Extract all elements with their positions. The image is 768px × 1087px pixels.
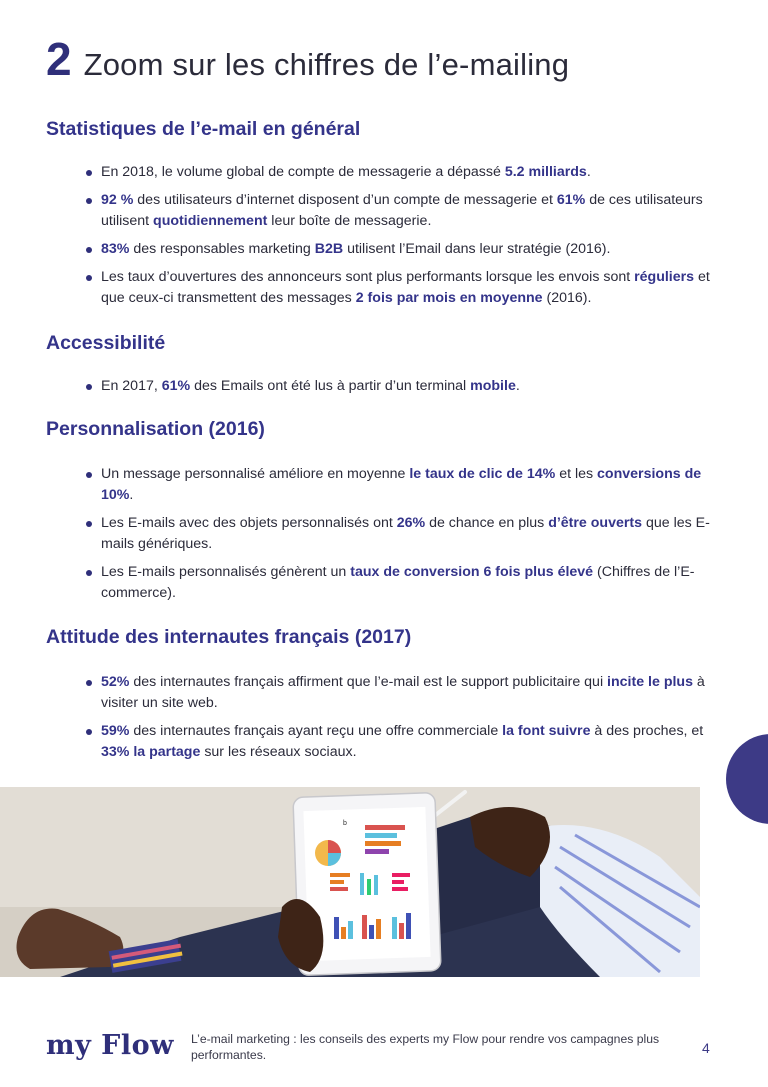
decorative-circle [726, 734, 768, 824]
highlight-text: B2B [314, 241, 344, 257]
page-title [46, 33, 570, 85]
highlight-text: 26% [396, 515, 426, 531]
body-text: que les E-mails génériques. [101, 515, 710, 552]
photo-illustration [0, 787, 700, 977]
highlight-text: 61% [161, 378, 191, 394]
body-text: de chance en plus [425, 515, 549, 531]
body-text: Les E-mails personnalisés génèrent un [101, 564, 351, 580]
highlight-text: 61% [556, 192, 586, 208]
highlight-text: quotidiennement [153, 213, 268, 229]
list-item [84, 562, 724, 604]
body-text: à des proches, et [590, 723, 704, 739]
highlight-text: taux de conversion 6 fois plus élevé [350, 564, 594, 580]
chapter-title: Zoom sur les chiffres de l’e-mailing [83, 47, 570, 82]
body-text: (Chiffres de l’E-commerce). [101, 564, 695, 601]
body-text: . [515, 378, 520, 394]
body-text: des responsables marketing [129, 241, 315, 257]
body-text: de ces utilisateurs utilisent [101, 192, 703, 229]
body-text: sur les réseaux sociaux. [200, 744, 357, 760]
highlight-text: le taux de clic de 14% [409, 466, 556, 482]
tablet-label-b: b [343, 820, 347, 827]
body-text: En 2018, le volume global de compte de messagerie a dépassé [101, 164, 505, 180]
section-heading: Statistiques de l’e-mail en général [46, 118, 361, 140]
section-heading: Attitude des internautes français (2017) [46, 626, 412, 648]
body-text: . [586, 164, 591, 180]
list-item [84, 267, 724, 309]
body-text: et les [555, 466, 598, 482]
highlight-text: réguliers [634, 269, 695, 285]
list-item [84, 721, 724, 763]
body-text: Les E-mails avec des objets personnalisés ont [101, 515, 397, 531]
highlight-text: 92 % [101, 192, 134, 208]
tablet-pie-chart [315, 840, 341, 866]
highlight-text: 5.2 milliards [504, 164, 587, 180]
body-text: des Emails ont été lus à partir d’un terminal [190, 378, 471, 394]
list-item [84, 190, 724, 232]
highlight-text: mobile [470, 378, 516, 394]
section-heading: Personnalisation (2016) [46, 418, 265, 440]
list-item [84, 464, 724, 506]
page-number: 4 [702, 1040, 710, 1056]
list-item [84, 376, 724, 397]
brand-logo: my Flow [46, 1030, 174, 1061]
body-text: et que ceux-ci transmettent des messages [101, 269, 710, 306]
body-text: à visiter un site web. [101, 674, 705, 711]
body-text: . [129, 487, 134, 503]
body-text: leur boîte de messagerie. [267, 213, 432, 229]
highlight-text: 59% [101, 723, 130, 739]
highlight-text: 52% [101, 674, 130, 690]
bullet-list [84, 464, 724, 611]
body-text: des internautes français affirment que l’e-mail est le support publicitaire qui [129, 674, 608, 690]
body-text: des internautes français ayant reçu une offre commerciale [129, 723, 503, 739]
highlight-text: 33% la partage [101, 744, 201, 760]
highlight-text: incite le plus [607, 674, 693, 690]
list-item [84, 162, 724, 183]
body-text: (2016). [542, 290, 592, 306]
photo-tablet-charts [0, 787, 700, 977]
bullet-list [84, 376, 724, 404]
highlight-text: conversions de 10% [101, 466, 702, 503]
body-text: En 2017, [101, 378, 162, 394]
highlight-text: 83% [101, 241, 130, 257]
highlight-text: la font suivre [502, 723, 591, 739]
list-item [84, 672, 724, 714]
list-item [84, 239, 724, 260]
highlight-text: 2 fois par mois en moyenne [355, 290, 543, 306]
highlight-text: d’être ouverts [548, 515, 643, 531]
body-text: Un message personnalisé améliore en moyenne [101, 466, 410, 482]
footer-caption: L’e-mail marketing : les conseils des experts my Flow pour rendre vos campagnes plus performantes. [191, 1032, 660, 1062]
bullet-list [84, 162, 724, 316]
body-text: des utilisateurs d’internet disposent d’un compte de messagerie et [133, 192, 557, 208]
chapter-number: 2 [46, 33, 72, 85]
body-text: Les taux d’ouvertures des annonceurs sont plus performants lorsque les envois sont [101, 269, 635, 285]
list-item [84, 513, 724, 555]
section-heading: Accessibilité [46, 332, 166, 354]
bullet-list [84, 672, 724, 770]
body-text: utilisent l’Email dans leur stratégie (2016). [343, 241, 611, 257]
